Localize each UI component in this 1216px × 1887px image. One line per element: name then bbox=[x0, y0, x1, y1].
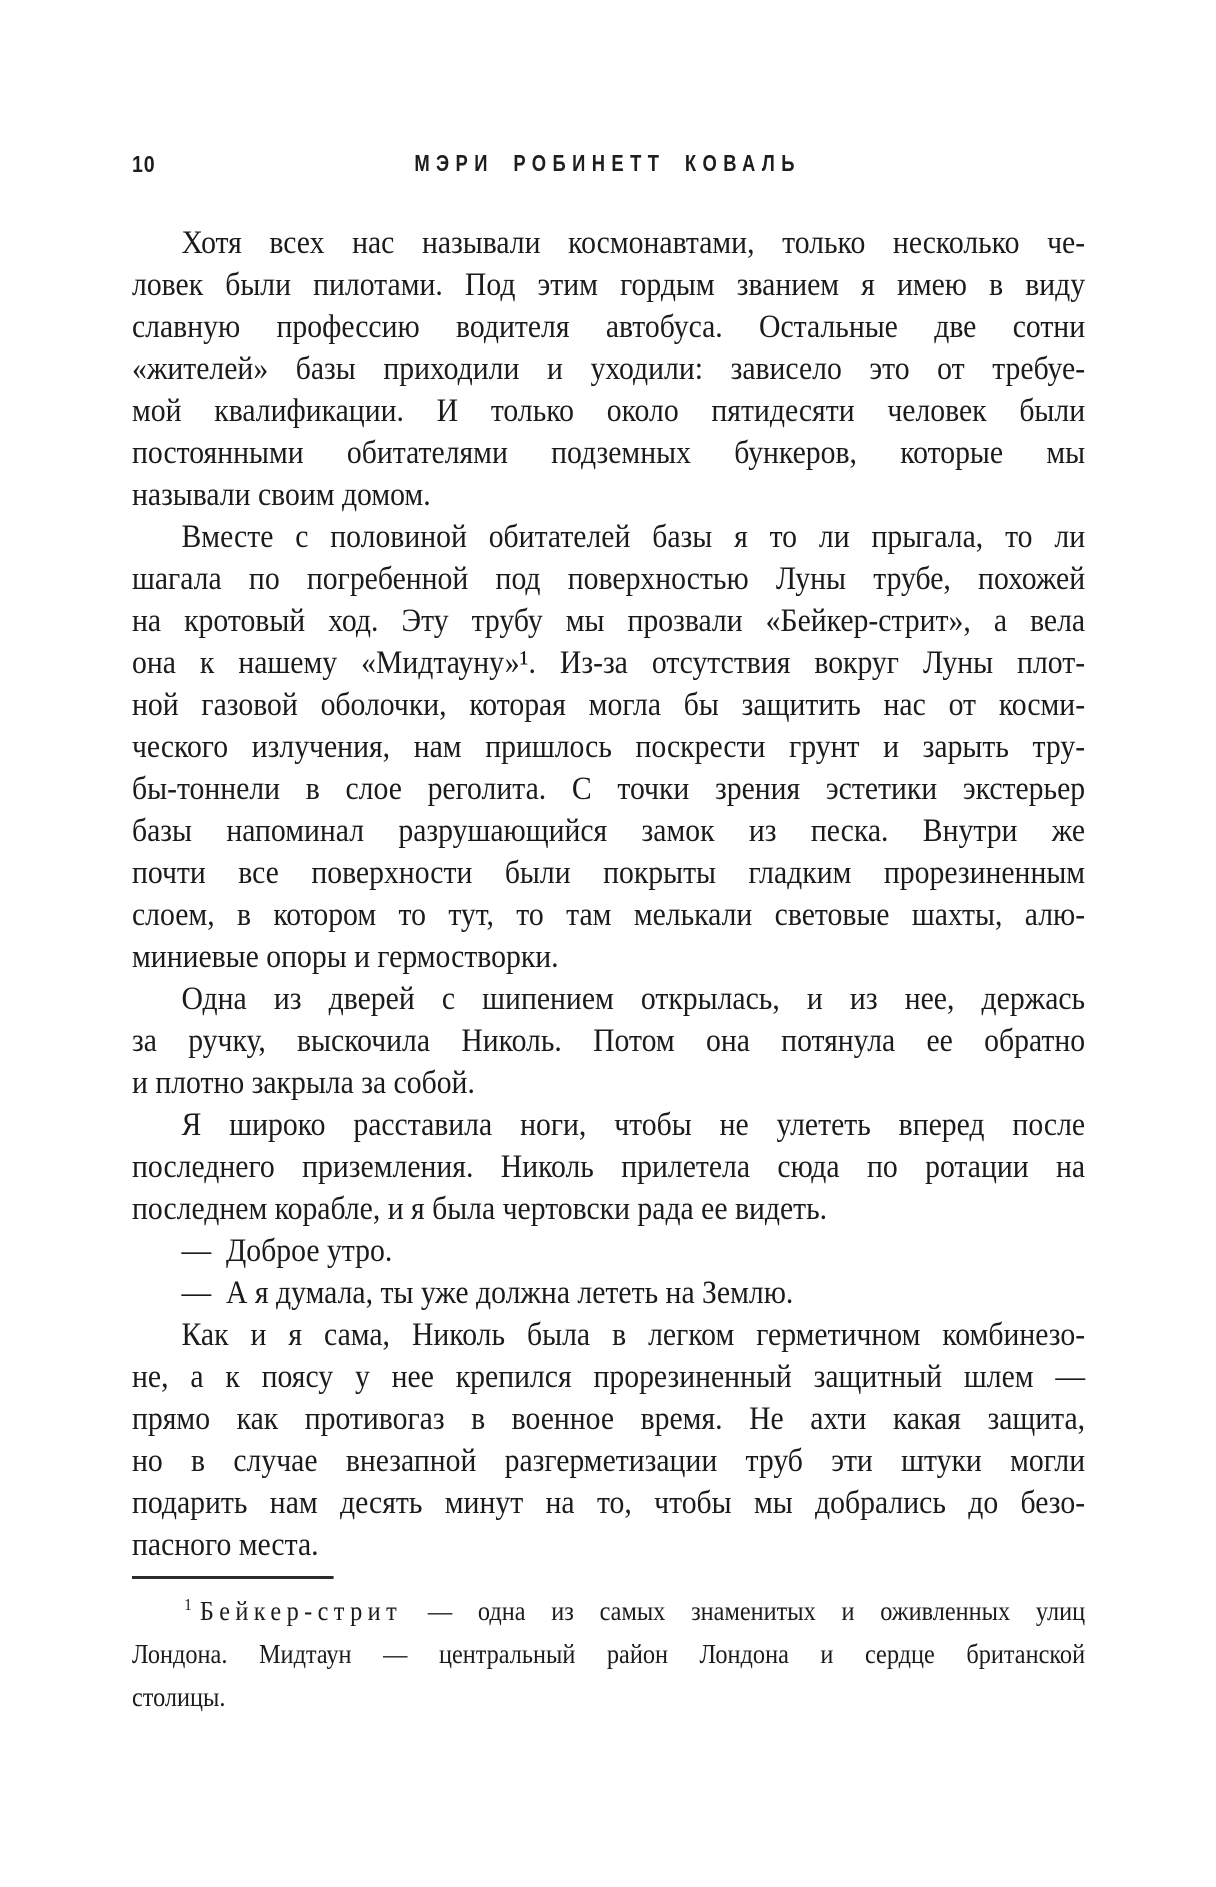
footnote-term: Бейкер-стрит bbox=[199, 1596, 403, 1626]
text-line: бы-тоннели в слое реголита. С точки зрения эстетики экстерьер bbox=[132, 771, 1086, 807]
text-line: на кротовый ход. Эту трубу мы прозвали «Бейкер-стрит», а вела bbox=[132, 603, 1086, 639]
text-line: Одна из дверей с шипением открылась, и из нее, держась bbox=[181, 981, 1086, 1017]
text-line: и плотно закрыла за собой. bbox=[132, 1065, 475, 1101]
text-column bbox=[132, 222, 1085, 1719]
footnote-separator bbox=[132, 1576, 334, 1579]
text-line: пасного места. bbox=[132, 1527, 319, 1563]
text-line: ловек были пилотами. Под этим гордым званием я имею в виду bbox=[132, 267, 1086, 303]
text-line: последнем корабле, и я была чертовски рада ее видеть. bbox=[132, 1191, 828, 1227]
text-line: последнего приземления. Николь прилетела сюда по ротации на bbox=[132, 1149, 1086, 1185]
footnote-rest bbox=[132, 1633, 1085, 1719]
text-line: не, а к поясу у нее крепился прорезиненный защитный шлем — bbox=[132, 1359, 1086, 1395]
text-line: но в случае внезапной разгерметизации труб эти штуки могли bbox=[132, 1443, 1086, 1479]
text-line: Я широко расставила ноги, чтобы не улететь вперед после bbox=[181, 1107, 1086, 1143]
footnote-line: столицы. bbox=[132, 1682, 226, 1712]
text-line: Как и я сама, Николь была в легком герметичном комбинезо- bbox=[181, 1317, 1086, 1353]
text-line: — Доброе утро. bbox=[181, 1233, 393, 1269]
text-line: она к нашему «Мидтауну»¹. Из-за отсутствия вокруг Луны плот- bbox=[132, 645, 1086, 681]
text-line: базы напоминал разрушающийся замок из песка. Внутри же bbox=[132, 813, 1086, 849]
text-line: «жителей» базы приходили и уходили: зависело это от требуе- bbox=[132, 351, 1086, 387]
text-line: Хотя всех нас называли космонавтами, только несколько че- bbox=[181, 225, 1086, 261]
text-line: ной газовой оболочки, которая могла бы защитить нас от косми- bbox=[132, 687, 1086, 723]
footnote-text: — одна из самых знаменитых и оживленных улиц bbox=[402, 1596, 1086, 1626]
text-line: — А я думала, ты уже должна лететь на Землю. bbox=[181, 1275, 794, 1311]
text-line: Вместе с половиной обитателей базы я то ли прыгала, то ли bbox=[181, 519, 1086, 555]
text-line: ческого излучения, нам пришлось поскрести грунт и зарыть тру- bbox=[132, 729, 1086, 765]
text-line: шагала по погребенной под поверхностью Луны трубе, похожей bbox=[132, 561, 1086, 597]
page-header bbox=[0, 150, 1216, 182]
footnote-line: Лондона. Мидтаун — центральный район Лондона и сердце британской bbox=[132, 1639, 1086, 1669]
text-line: почти все поверхности были покрыты гладким прорезиненным bbox=[132, 855, 1086, 891]
text-line: подарить нам десять минут на то, чтобы мы добрались до безо- bbox=[132, 1485, 1086, 1521]
page-number: 10 bbox=[132, 151, 156, 177]
text-line: постоянными обитателями подземных бункеров, которые мы bbox=[132, 435, 1086, 471]
text-line: миниевые опоры и гермостворки. bbox=[132, 939, 559, 975]
text-line: слоем, в котором то тут, то там мелькали световые шахты, алю- bbox=[132, 897, 1086, 933]
running-title-text: МЭРИ РОБИНЕТТ КОВАЛЬ bbox=[414, 150, 802, 176]
footnote bbox=[132, 1583, 1085, 1719]
body-text bbox=[132, 222, 1085, 1566]
running-title bbox=[0, 150, 1216, 177]
text-line: прямо как противогаз в военное время. Не ахти какая защита, bbox=[132, 1401, 1086, 1437]
footnote-line bbox=[132, 1583, 1085, 1633]
footnote-marker: 1 bbox=[184, 1595, 192, 1614]
text-line: за ручку, выскочила Николь. Потом она потянула ее обратно bbox=[132, 1023, 1086, 1059]
text-line: называли своим домом. bbox=[132, 477, 431, 513]
text-line: славную профессию водителя автобуса. Остальные две сотни bbox=[132, 309, 1086, 345]
text-line: мой квалификации. И только около пятидесяти человек были bbox=[132, 393, 1086, 429]
